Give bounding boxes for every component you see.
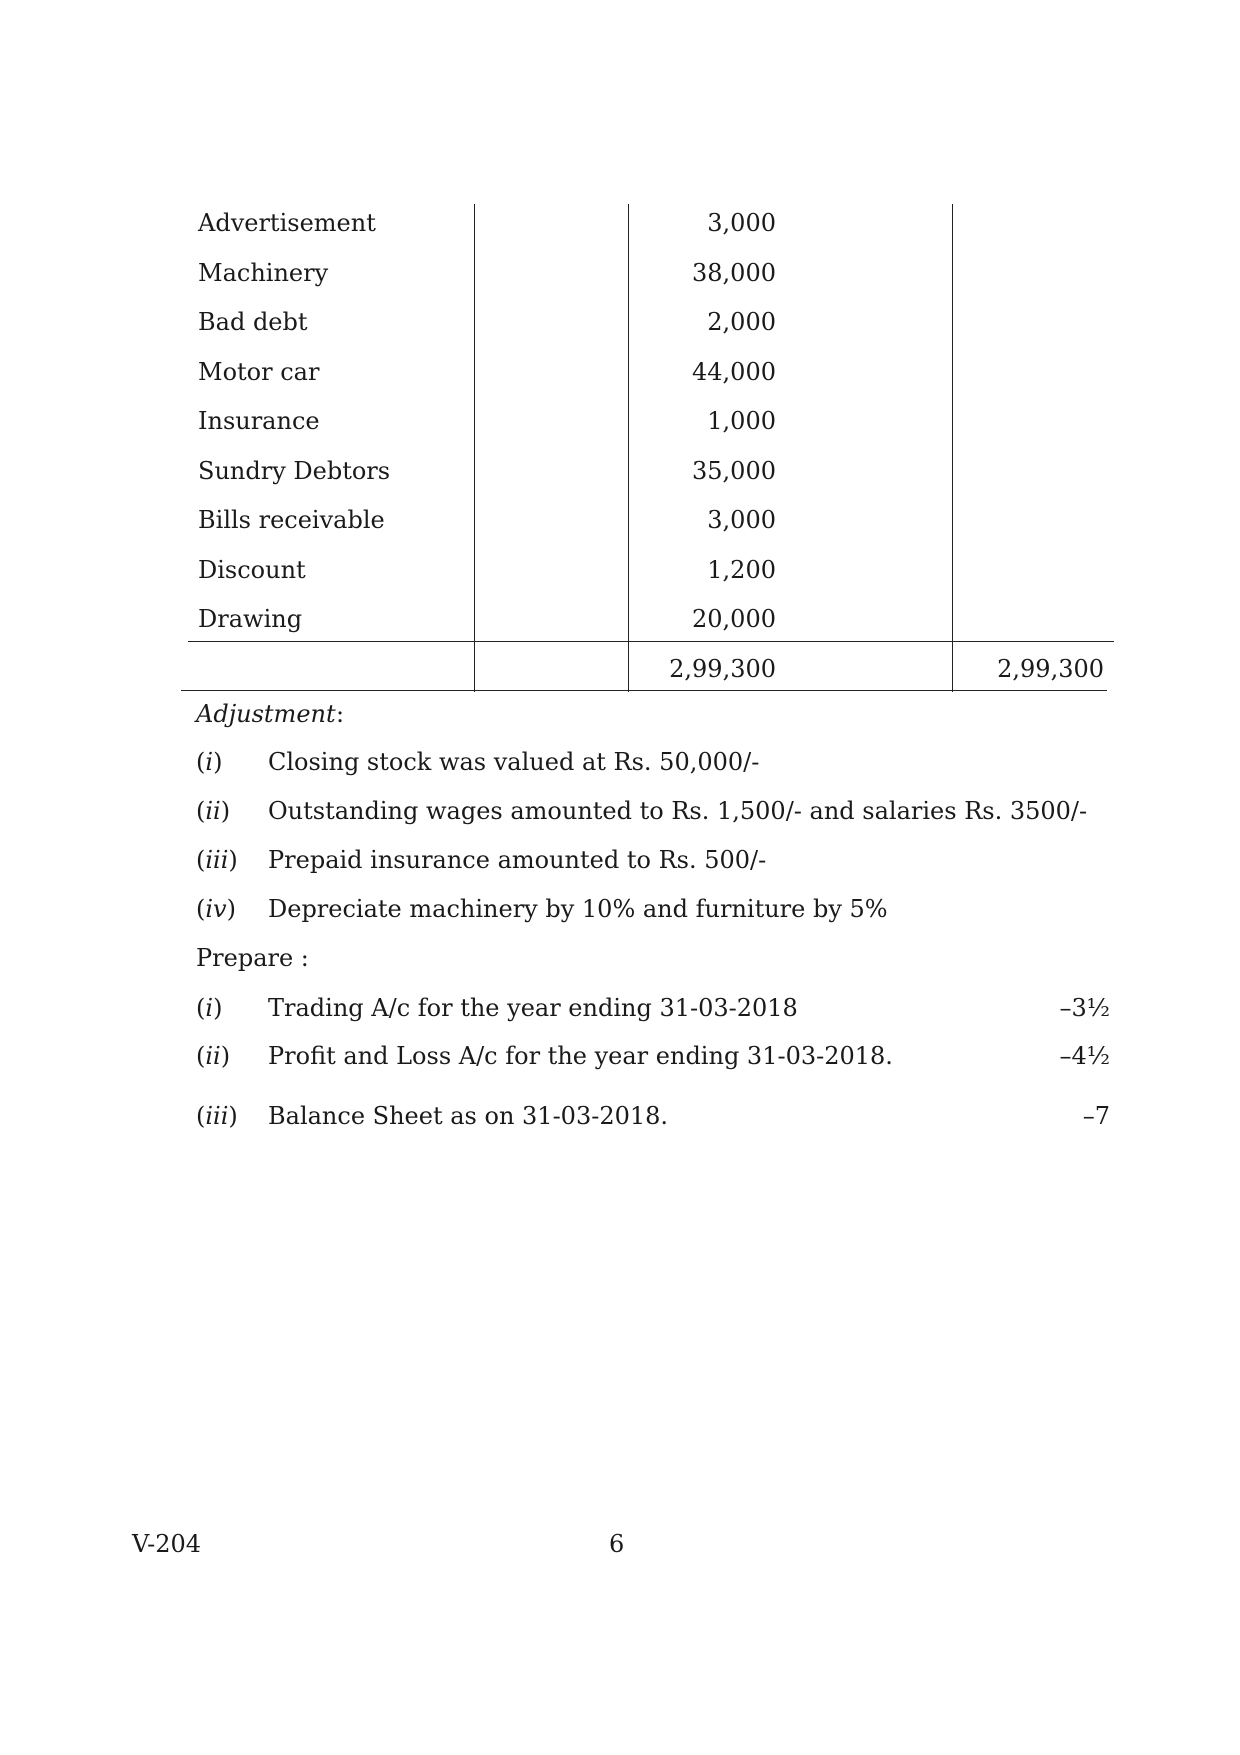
account-name: Sundry Debtors — [198, 456, 391, 485]
table-row — [186, 301, 1116, 351]
list-item — [196, 895, 1110, 929]
debit-amount: 2,000 — [707, 308, 776, 336]
item-number: (iii) — [196, 1102, 238, 1130]
page-number: 6 — [609, 1530, 625, 1558]
questions-section — [196, 700, 1110, 1150]
total-bottom-rule — [181, 690, 1107, 691]
debit-amount: 3,000 — [707, 209, 776, 237]
debit-amount: 1,000 — [707, 407, 776, 435]
trial-balance-table — [186, 202, 1116, 697]
item-text: Profit and Loss A/c for the year ending 31-03-2018. — [268, 1042, 893, 1070]
debit-amount: 35,000 — [692, 456, 776, 485]
list-item — [196, 1102, 1110, 1136]
item-text: Depreciate machinery by 10% and furniture by 5% — [268, 895, 888, 923]
debit-total: 2,99,300 — [669, 654, 776, 683]
item-number: (iii) — [196, 846, 238, 874]
table-row — [186, 499, 1116, 549]
credit-total: 2,99,300 — [997, 654, 1104, 683]
list-item — [196, 748, 1110, 782]
account-name: Drawing — [198, 605, 303, 633]
debit-amount: 20,000 — [692, 605, 776, 633]
adjustment-title: Adjustment — [196, 700, 336, 728]
item-number: (ii) — [196, 797, 231, 825]
item-text: Balance Sheet as on 31-03-2018. — [268, 1102, 669, 1130]
list-item — [196, 994, 1110, 1028]
item-text: Outstanding wages amounted to Rs. 1,500/- and salaries Rs. 3500/- — [268, 797, 1088, 825]
item-marks: –3½ — [1059, 994, 1110, 1022]
item-text: Closing stock was valued at Rs. 50,000/- — [268, 748, 760, 776]
adjustment-heading — [196, 700, 1110, 734]
prepare-heading — [196, 944, 1110, 978]
account-name: Advertisement — [198, 209, 376, 237]
item-number: (i) — [196, 748, 223, 776]
list-item — [196, 797, 1110, 831]
total-top-rule — [188, 641, 1114, 642]
account-name: Bad debt — [198, 308, 308, 336]
item-text: Trading A/c for the year ending 31-03-2018 — [268, 994, 798, 1022]
debit-amount: 38,000 — [692, 258, 776, 287]
account-name: Discount — [198, 555, 306, 584]
account-name: Insurance — [198, 407, 320, 435]
adjustment-colon: : — [336, 700, 345, 728]
prepare-title: Prepare : — [196, 944, 309, 972]
item-marks: –4½ — [1059, 1042, 1110, 1070]
table-row — [186, 351, 1116, 401]
debit-amount: 44,000 — [692, 357, 776, 386]
table-row — [186, 202, 1116, 252]
account-name: Motor car — [198, 357, 320, 386]
debit-amount: 1,200 — [707, 555, 776, 584]
item-number: (iv) — [196, 895, 236, 923]
account-name: Bills receivable — [198, 506, 385, 534]
list-item — [196, 846, 1110, 880]
table-row — [186, 549, 1116, 599]
table-row — [186, 400, 1116, 450]
item-number: (i) — [196, 994, 223, 1022]
list-item — [196, 1042, 1110, 1076]
table-row — [186, 252, 1116, 302]
debit-amount: 3,000 — [707, 506, 776, 534]
table-row — [186, 450, 1116, 500]
item-number: (ii) — [196, 1042, 231, 1070]
paper-code: V-204 — [132, 1530, 202, 1558]
account-name: Machinery — [198, 258, 329, 287]
item-text: Prepaid insurance amounted to Rs. 500/- — [268, 846, 767, 874]
item-marks: –7 — [1082, 1102, 1110, 1130]
